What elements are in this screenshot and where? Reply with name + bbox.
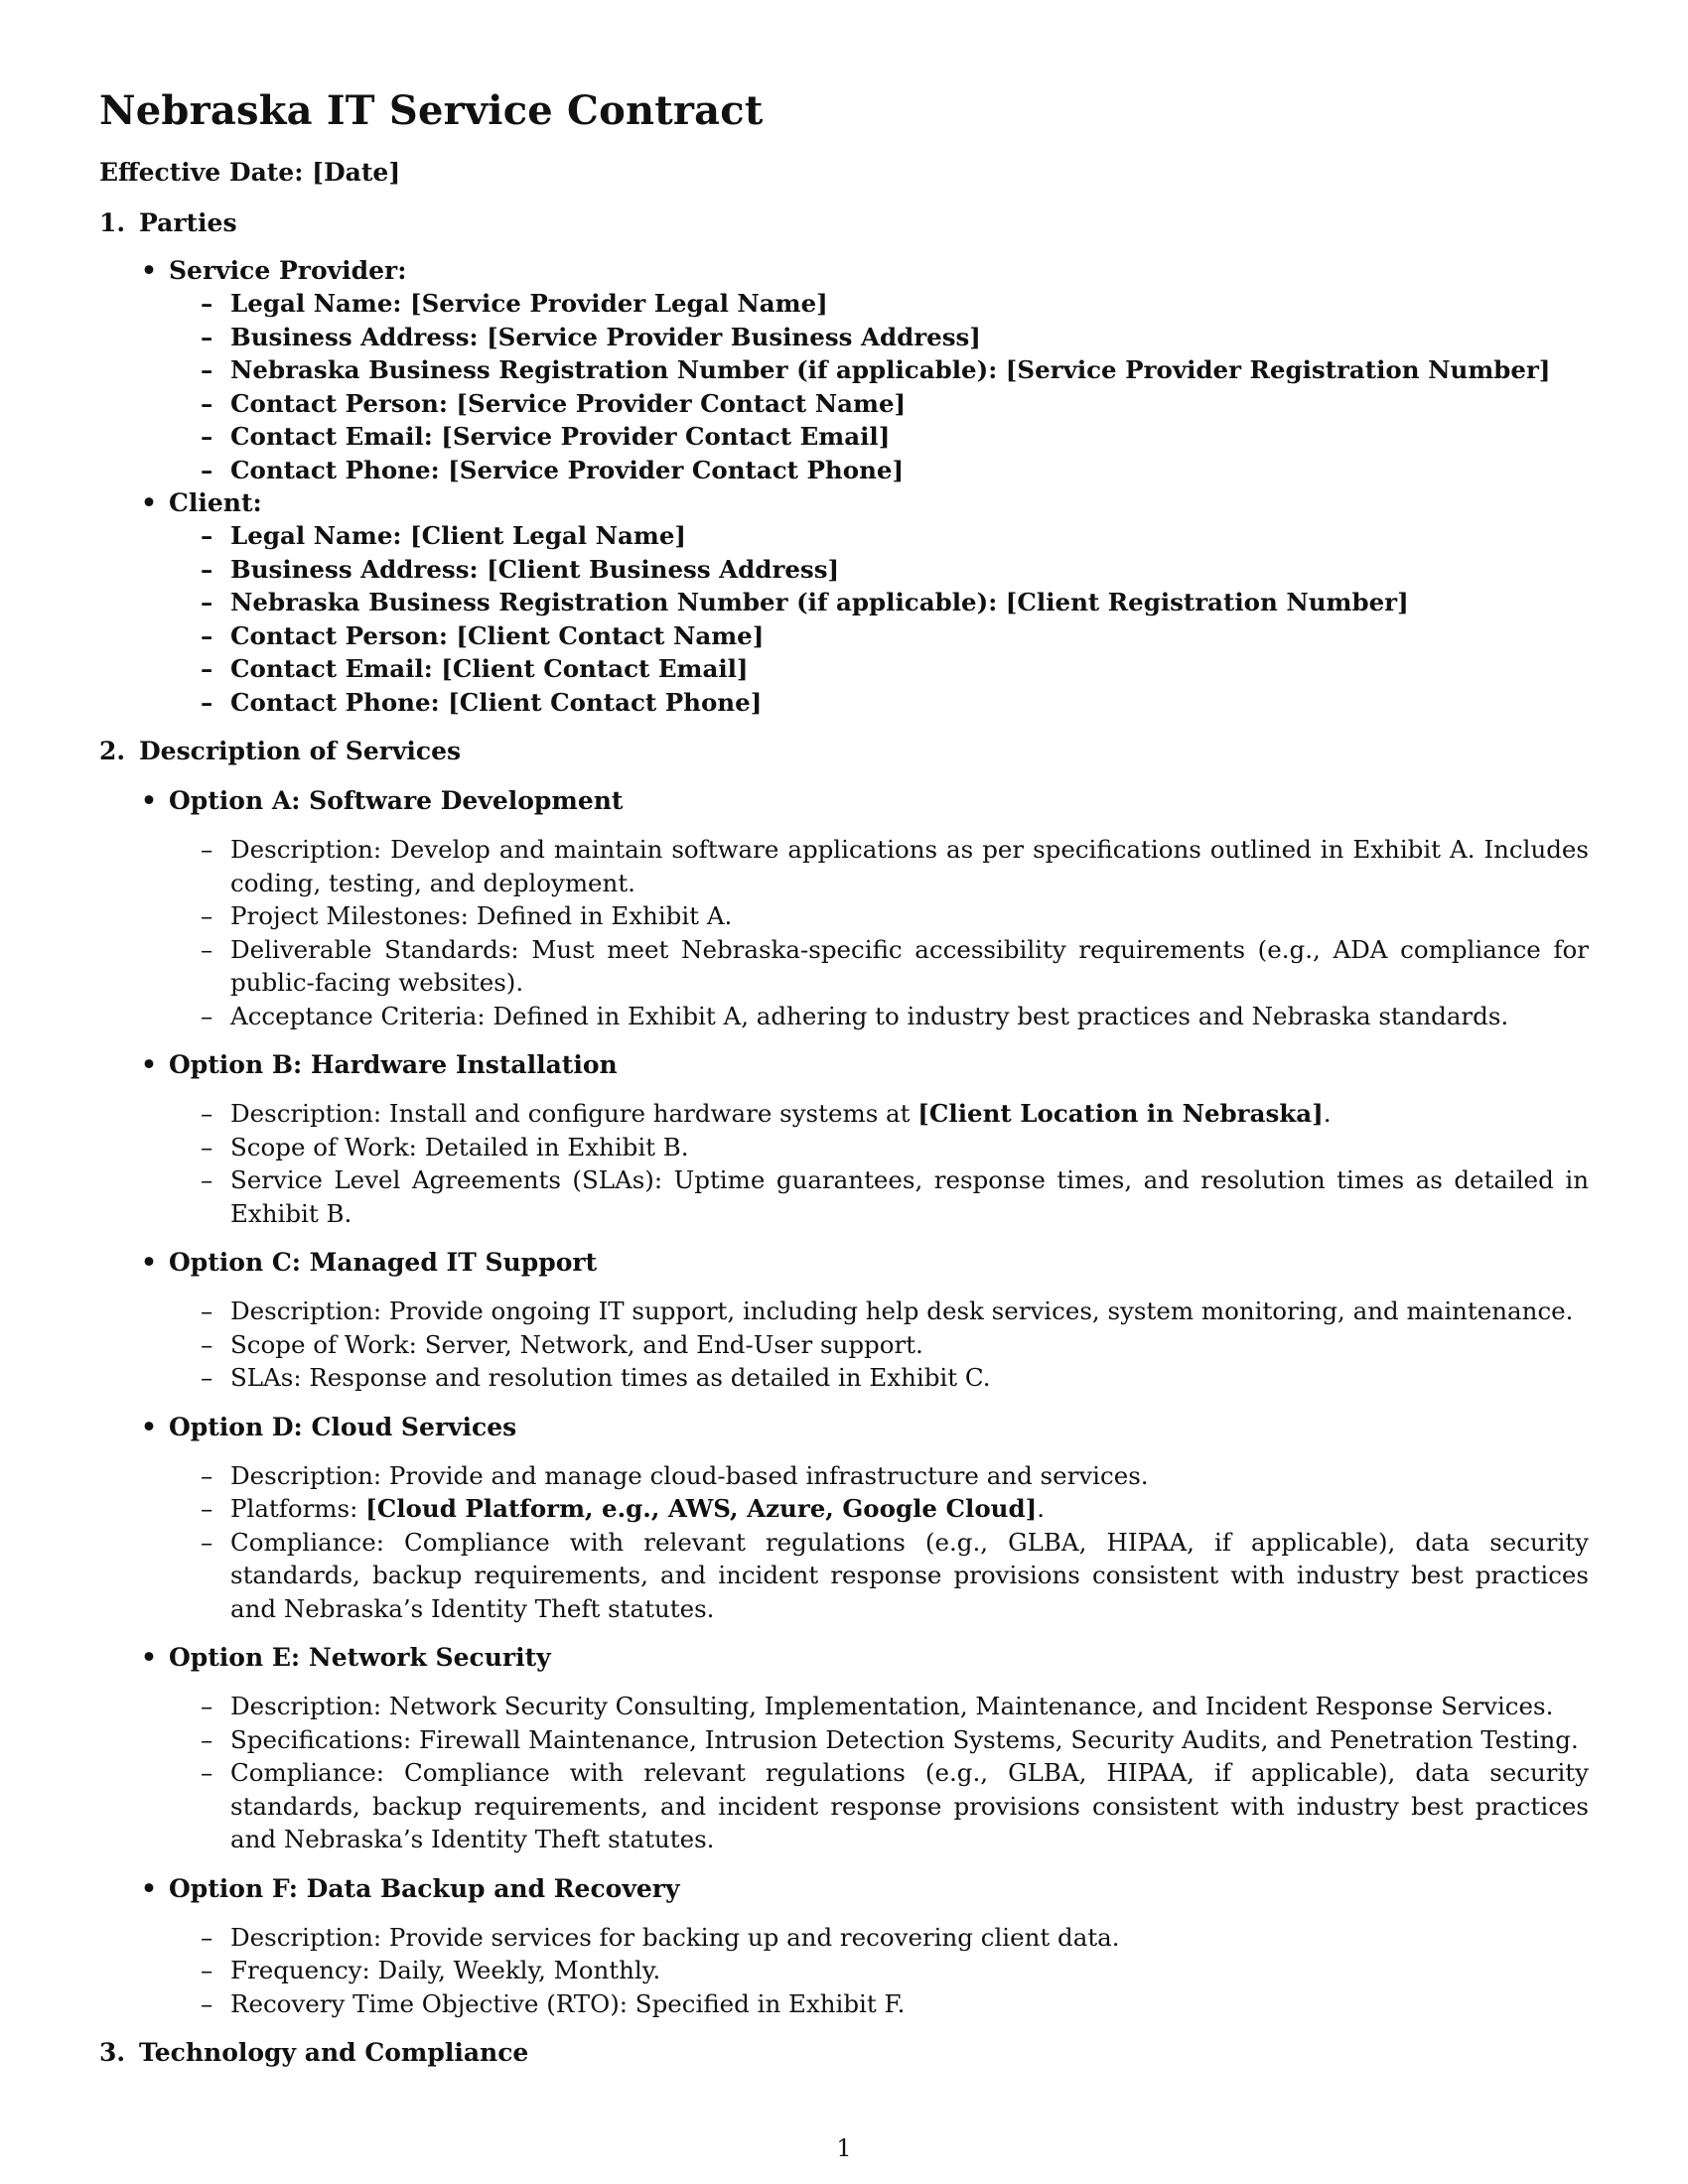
dash-icon: – (201, 554, 213, 584)
option-item (201, 1987, 1589, 2021)
field-label: Contact Person: (230, 620, 448, 650)
item-text: Platforms: (230, 1494, 366, 1523)
field-label: Contact Person: (230, 388, 448, 418)
field-label: Legal Name: (230, 521, 402, 550)
field-row (201, 652, 1589, 686)
option-item (201, 1097, 1589, 1131)
option-item (201, 1295, 1589, 1328)
field-row (201, 387, 1589, 421)
field-row (201, 619, 1589, 653)
field-value: [Service Provider Business Address] (487, 322, 981, 351)
dash-icon: – (201, 521, 213, 550)
field-label: Nebraska Business Registration Number (if applicable): (230, 355, 998, 384)
option-item (201, 833, 1589, 899)
dash-icon: – (201, 1329, 213, 1359)
bullet-icon: • (141, 1643, 157, 1672)
option-item (201, 1921, 1589, 1955)
field-row (201, 420, 1589, 454)
dash-icon: – (201, 1001, 213, 1030)
option-item (201, 1459, 1589, 1493)
item-text: Scope of Work: Server, Network, and End-User support. (230, 1329, 923, 1359)
option-a (139, 784, 1589, 1032)
option-title: Option A: Software Development (169, 786, 624, 815)
field-row (201, 519, 1589, 553)
option-c (139, 1246, 1589, 1395)
item-text: Description: Install and configure hardware systems at (230, 1099, 918, 1128)
section-title: Parties (139, 208, 237, 237)
item-text: Description: Provide ongoing IT support, including help desk services, system monitoring, and maintenance. (230, 1297, 1574, 1325)
item-text: Frequency: Daily, Weekly, Monthly. (230, 1956, 661, 1984)
field-value: [Service Provider Registration Number] (1005, 355, 1551, 384)
item-text: Description: Network Security Consulting, Implementation, Maintenance, and Incident Response Services. (230, 1692, 1554, 1720)
section-title: Technology and Compliance (139, 2038, 529, 2067)
item-text: Compliance: Compliance with relevant regulations (e.g., GLBA, HIPAA, if applicable), data security standards, backup requirements, and incident response provisions consistent with industry best practices and Nebraska’s Identity Theft statutes. (230, 1758, 1589, 1853)
option-title: Option D: Cloud Services (169, 1412, 517, 1441)
option-item (201, 1690, 1589, 1723)
field-label: Legal Name: (230, 289, 402, 318)
item-text: Project Milestones: Defined in Exhibit A. (230, 901, 733, 930)
option-items (169, 1459, 1589, 1626)
provider-fields (169, 287, 1589, 486)
parties-list (99, 254, 1589, 719)
option-e (139, 1641, 1589, 1856)
dash-icon: – (201, 588, 213, 616)
option-title: Option E: Network Security (169, 1643, 551, 1672)
option-item (201, 933, 1589, 1000)
dash-icon: – (201, 1724, 213, 1754)
item-suffix: . (1037, 1494, 1046, 1523)
field-label: Nebraska Business Registration Number (if applicable): (230, 588, 998, 616)
dash-icon: – (201, 620, 213, 650)
option-items (169, 1295, 1589, 1395)
bullet-icon: • (141, 1412, 157, 1441)
field-value: [Service Provider Contact Phone] (448, 455, 905, 484)
option-item (201, 1492, 1589, 1526)
field-row (201, 686, 1589, 720)
field-row (201, 321, 1589, 354)
bullet-icon: • (141, 1873, 157, 1903)
dash-icon: – (201, 1494, 213, 1523)
field-row (201, 553, 1589, 587)
bullet-icon: • (141, 256, 157, 285)
client-fields (169, 519, 1589, 719)
field-label: Contact Email: (230, 422, 433, 451)
option-items (169, 1690, 1589, 1856)
party-client (139, 486, 1589, 719)
dash-icon: – (201, 422, 213, 451)
field-value: [Client Legal Name] (410, 521, 686, 550)
section-number: 3. (99, 2038, 126, 2067)
field-label: Business Address: (230, 554, 479, 584)
option-title: Option F: Data Backup and Recovery (169, 1873, 680, 1903)
item-text: Description: Provide services for backing up and recovering client data. (230, 1922, 1120, 1952)
dash-icon: – (201, 388, 213, 418)
option-title: Option B: Hardware Installation (169, 1050, 618, 1079)
dash-icon: – (201, 687, 213, 717)
page-number: 1 (836, 2134, 852, 2162)
field-row (201, 287, 1589, 321)
field-label: Contact Phone: (230, 455, 440, 484)
option-item (201, 1526, 1589, 1626)
option-item (201, 1000, 1589, 1033)
field-label: Contact Email: (230, 654, 433, 683)
option-items (169, 1097, 1589, 1230)
section-number: 2. (99, 737, 126, 765)
option-f (139, 1872, 1589, 2021)
services-list (99, 784, 1589, 2020)
dash-icon: – (201, 835, 213, 864)
item-text: Recovery Time Objective (RTO): Specified in Exhibit F. (230, 1988, 906, 2018)
item-text: Deliverable Standards: Must meet Nebraska-specific accessibility requirements (e.g., ADA compliance for public-facing websites). (230, 934, 1589, 997)
option-d (139, 1411, 1589, 1626)
item-text: SLAs: Response and resolution times as detailed in Exhibit C. (230, 1363, 991, 1392)
dash-icon: – (201, 654, 213, 683)
section-title: Description of Services (139, 737, 462, 765)
bullet-icon: • (141, 488, 157, 517)
field-value: [Client Contact Name] (456, 620, 765, 650)
document-title: Nebraska IT Service Contract (99, 87, 764, 134)
item-text: Scope of Work: Detailed in Exhibit B. (230, 1132, 689, 1161)
dash-icon: – (201, 355, 213, 384)
item-text: Compliance: Compliance with relevant regulations (e.g., GLBA, HIPAA, if applicable), data security standards, backup requirements, and incident response provisions consistent with industry best practices and Nebraska’s Identity Theft statutes. (230, 1527, 1589, 1623)
field-label: Business Address: (230, 322, 479, 351)
dash-icon: – (201, 1165, 213, 1194)
field-label: Contact Phone: (230, 687, 440, 717)
dash-icon: – (201, 1132, 213, 1161)
field-value: [Service Provider Legal Name] (410, 289, 828, 318)
dash-icon: – (201, 1692, 213, 1720)
option-title: Option C: Managed IT Support (169, 1248, 598, 1277)
cloud-platform-placeholder: [Cloud Platform, e.g., AWS, Azure, Google Cloud] (365, 1494, 1038, 1523)
item-text: Description: Provide and manage cloud-based infrastructure and services. (230, 1460, 1149, 1490)
section-heading-services (99, 735, 1589, 768)
section-heading-technology (99, 2036, 1589, 2070)
dash-icon: – (201, 901, 213, 930)
option-b (139, 1048, 1589, 1230)
item-text: Acceptance Criteria: Defined in Exhibit A, adhering to industry best practices and Nebraska standards. (230, 1001, 1509, 1030)
effective-date-value: [Date] (312, 158, 401, 187)
section-number: 1. (99, 208, 126, 237)
field-row (201, 454, 1589, 487)
field-value: [Client Business Address] (487, 554, 840, 584)
item-text: Description: Develop and maintain software applications as per specifications outlined in Exhibit A. Includes coding, testing, and deployment. (230, 835, 1589, 897)
option-item (201, 1361, 1589, 1395)
field-value: [Client Contact Phone] (448, 687, 763, 717)
effective-date-label: Effective Date: (99, 158, 304, 187)
bullet-icon: • (141, 1050, 157, 1079)
field-value: [Service Provider Contact Email] (441, 422, 891, 451)
document-page (99, 87, 1589, 2070)
dash-icon: – (201, 1956, 213, 1984)
effective-date (99, 158, 1589, 187)
option-item (201, 1756, 1589, 1856)
field-value: [Client Registration Number] (1005, 588, 1409, 616)
dash-icon: – (201, 1363, 213, 1392)
option-items (169, 1921, 1589, 2021)
dash-icon: – (201, 1922, 213, 1952)
field-row (201, 353, 1589, 387)
party-service-provider (139, 254, 1589, 486)
option-item (201, 1954, 1589, 1987)
dash-icon: – (201, 1099, 213, 1128)
item-text: Specifications: Firewall Maintenance, Intrusion Detection Systems, Security Audits, and Penetration Testing. (230, 1724, 1579, 1754)
option-item (201, 899, 1589, 933)
dash-icon: – (201, 1988, 213, 2018)
dash-icon: – (201, 455, 213, 484)
item-text: Service Level Agreements (SLAs): Uptime guarantees, response times, and resolution times as detailed in Exhibit B. (230, 1165, 1589, 1228)
option-item (201, 1163, 1589, 1230)
option-item (201, 1723, 1589, 1757)
bullet-icon: • (141, 1248, 157, 1277)
dash-icon: – (201, 1527, 213, 1557)
option-items (169, 833, 1589, 1032)
dash-icon: – (201, 1460, 213, 1490)
field-value: [Service Provider Contact Name] (456, 388, 907, 418)
option-item (201, 1328, 1589, 1362)
section-heading-parties (99, 206, 1589, 240)
bullet-icon: • (141, 786, 157, 815)
client-location-placeholder: [Client Location in Nebraska] (917, 1099, 1324, 1128)
party-label: Client: (169, 488, 262, 517)
party-label: Service Provider: (169, 256, 407, 285)
field-value: [Client Contact Email] (441, 654, 749, 683)
dash-icon: – (201, 934, 213, 964)
item-suffix: . (1323, 1099, 1332, 1128)
dash-icon: – (201, 1758, 213, 1787)
dash-icon: – (201, 322, 213, 351)
option-item (201, 1131, 1589, 1164)
dash-icon: – (201, 289, 213, 318)
dash-icon: – (201, 1297, 213, 1325)
field-row (201, 586, 1589, 619)
